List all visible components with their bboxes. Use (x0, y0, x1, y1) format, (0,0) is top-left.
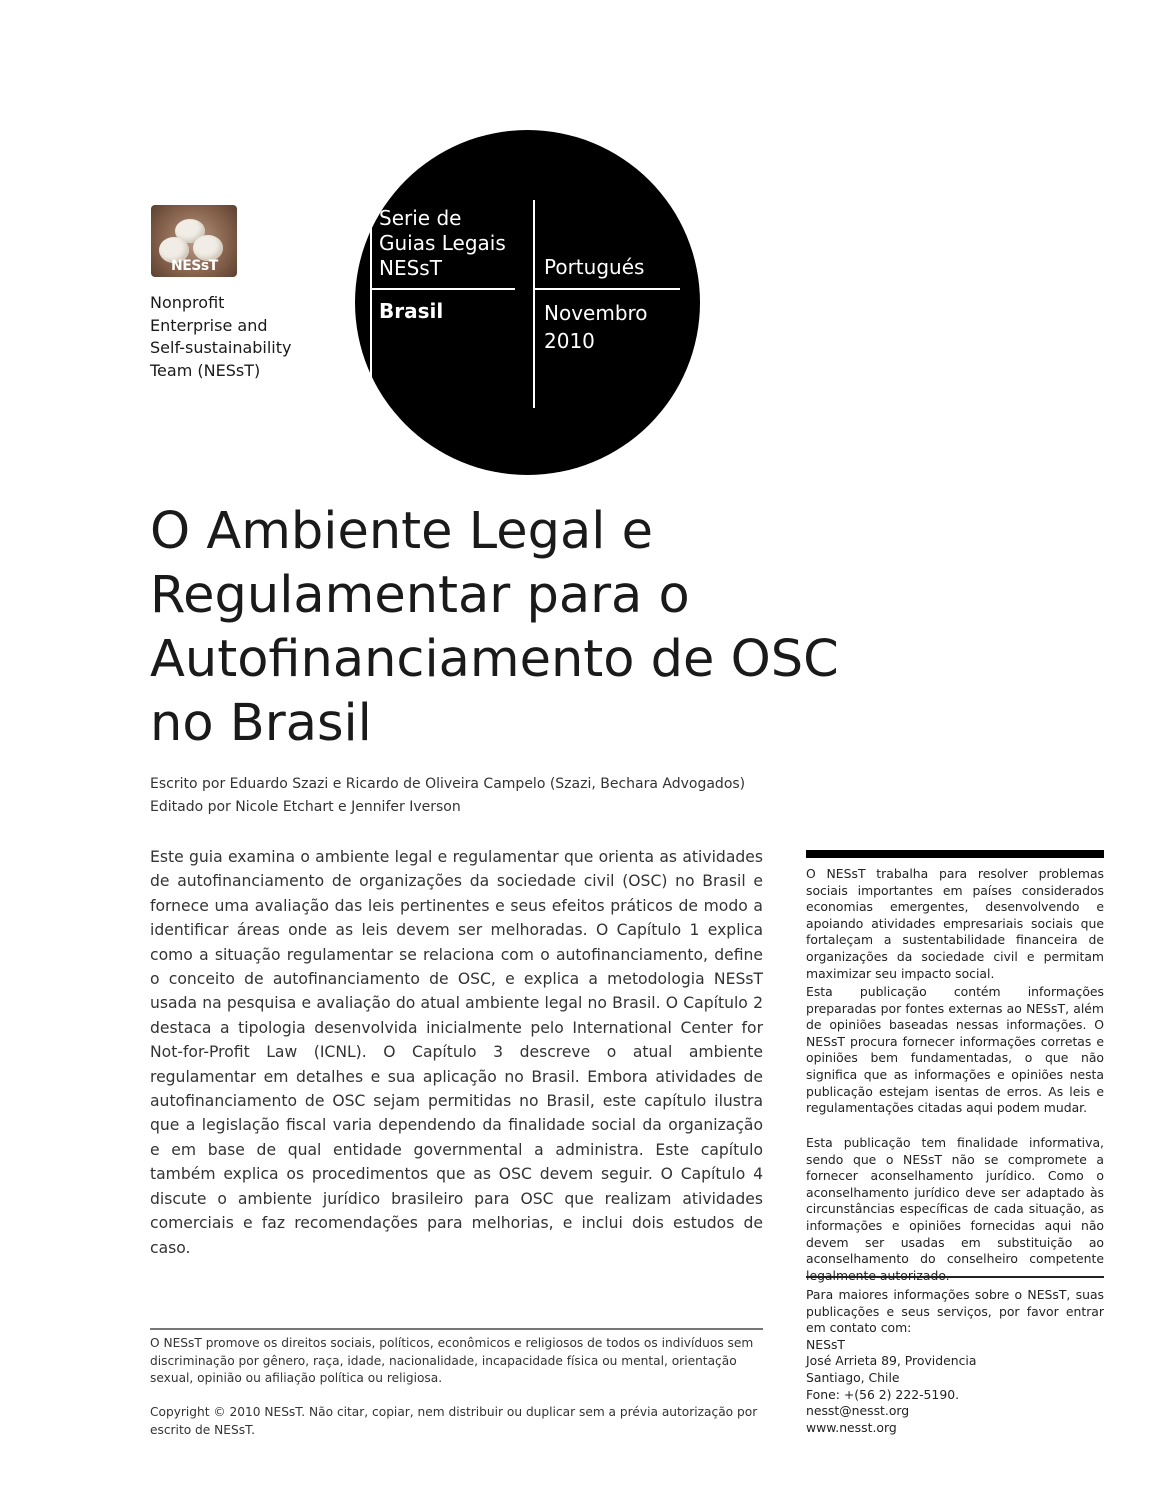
contact-website[interactable]: www.nesst.org (806, 1419, 897, 1435)
title-line: Regulamentar para o (150, 566, 690, 625)
contact-org: NESsT (806, 1336, 845, 1352)
sidebar-paragraph-legal: Esta publicação tem finalidade informativa, sendo que o NESsT não se compromete a fornecer aconselhamento jurídico. Como o aconselhamento jurídico deve ser adaptado às circunstâncias específicas de cada situação, as informações e opiniões fornecidas aqui não devem ser usadas em substituição ao aconselhamento do conselheiro competente (806, 1135, 1104, 1267)
edited-by: Editado por Nicole Etchart e Jennifer Iverson (150, 799, 461, 815)
contact-phone: Fone: +(56 2) 222-5190. (806, 1386, 960, 1402)
contact-city: Santiago, Chile (806, 1369, 900, 1385)
date-year: 2010 (544, 329, 595, 353)
badge-divider (370, 200, 372, 408)
title-line: Autofinanciamento de OSC (150, 630, 839, 689)
sidebar-paragraph-mission: O NESsT trabalha para resolver problemas sociais importantes em países considerados economias emergentes, desenvolvendo e apoiando atividades empresariais sociais que fortaleçam a sustentabilidade financeira de organizações da sociedade civil e permitam maximizar seu impacto social. (806, 866, 1104, 981)
sidebar-paragraph-disclaimer: Esta publicação contém informações preparadas por fontes externas ao NESsT, além de opiniões baseadas nessas informações. O NESsT procura fornecer informações corretas e opiniões bem fundamentadas, o que não significa que as informações e opiniões nesta publicação estejam isentas de erros. As leis e regulamentações citadas aqui podem mudar. (806, 984, 1104, 1116)
series-line: NESsT (379, 256, 442, 280)
date-label (544, 299, 648, 355)
document-title (150, 500, 839, 756)
organization-name (150, 292, 292, 382)
title-line: O Ambiente Legal e (150, 502, 654, 561)
org-line: Enterprise and (150, 315, 268, 335)
title-line: no Brasil (150, 694, 372, 753)
badge-divider (371, 288, 515, 290)
series-line: Guias Legais (379, 231, 506, 255)
language-label: Portugués (544, 255, 645, 279)
written-by: Escrito por Eduardo Szazi e Ricardo de Oliveira Campelo (Szazi, Bechara Advogados) (150, 776, 746, 792)
org-line: Team (NESsT) (150, 360, 261, 380)
abstract-paragraph: Este guia examina o ambiente legal e regulamentar que orienta as atividades de autofinanciamento de organizações da sociedade civil (OSC) no Brasil e fornece uma avaliação das leis pertinentes e seus efeitos práticos de modo a identificar áreas onde as leis devem ser melhoradas. O Capítulo 1 explica como a situação regulamentar se relaciona com o autofinanciamento, define o conceito de autofinanciamento de OSC, e explica a metodologia NESsT usada na pesquisa e avaliação do atual ambiente legal no Brasil. O Capítulo 2 destaca a tipologia desenvolvida inicialmente pelo International Center for Not-for-Profit Law (ICNL). O Capítulo 3 descreve o atual ambiente regulamentar em detalhes e sua aplicação no Brasil. Embora atividades de autofinanciamento de OSC sejam permitidas no Brasil, este capítulo ilustra que a legislação fiscal varia dependendo da finalidade social da organização e em base de qual entidade governmental a administra. Este capítulo também explica os procedimentos que as OSC devem seguir. O Capítulo 4 discute o ambiente jurídico brasileiro para OSC que realizam atividades comerciais e faz recomendações para melhorias, e inclui dois estudos de caso. (150, 848, 763, 1257)
footer-rights: O NESsT promove os direitos sociais, políticos, econômicos e religiosos de todos os indivíduos sem discriminação por gênero, raça, idade, nacionalidade, incapacidade física ou mental, orientação sexual, opinião ou afiliação política ou religiosa. (150, 1336, 754, 1385)
logo-text: NESsT (171, 258, 218, 274)
contact-intro: Para maiores informações sobre o NESsT, suas publicações e seus serviços, por favor entrar em contato com: (806, 1287, 1104, 1336)
org-line: Self-sustainability (150, 338, 292, 357)
sidebar-divider (806, 1276, 1104, 1278)
badge-divider (534, 288, 680, 290)
org-line: Nonprofit (150, 293, 225, 312)
sidebar-top-bar (806, 850, 1104, 858)
series-line: Serie de (379, 206, 462, 230)
contact-email[interactable]: nesst@nesst.org (806, 1403, 910, 1419)
badge-divider (533, 200, 535, 408)
country-label: Brasil (379, 299, 444, 323)
contact-address: José Arrieta 89, Providencia (806, 1353, 977, 1369)
footer-copyright: Copyright © 2010 NESsT. Não citar, copiar, nem distribuir ou duplicar sem a prévia autorização por escrito de NESsT. (150, 1405, 758, 1437)
contact-block (806, 1287, 1104, 1436)
date-month: Novembro (544, 301, 648, 325)
series-label (379, 206, 506, 281)
nesst-logo (151, 205, 237, 277)
authors (150, 773, 745, 819)
footer-divider (150, 1328, 763, 1330)
